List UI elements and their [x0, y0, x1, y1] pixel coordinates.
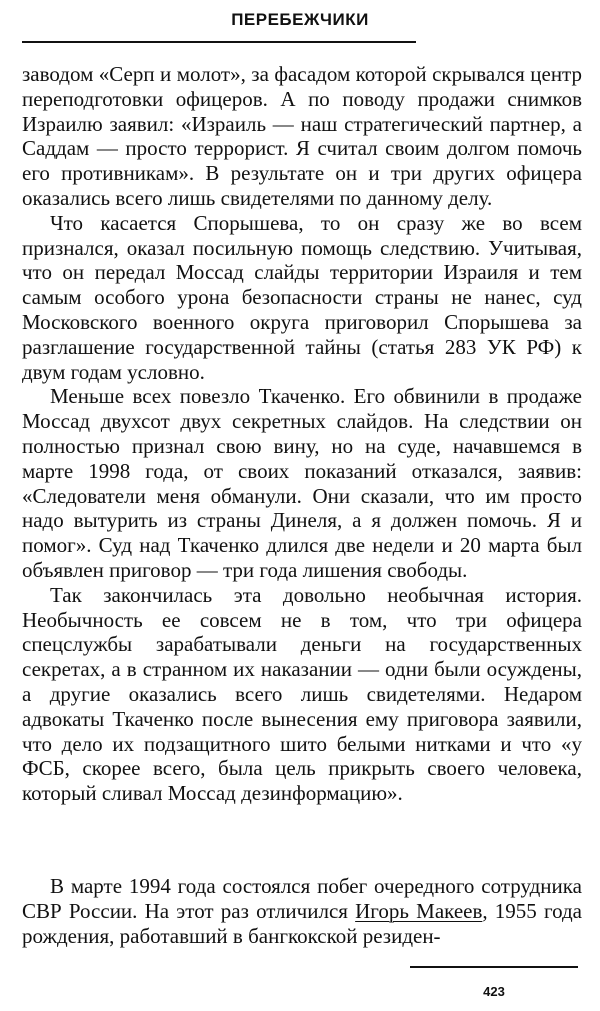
running-header-title: ПЕРЕБЕЖЧИКИ	[231, 10, 369, 29]
section-text	[22, 874, 582, 948]
paragraph-makeev	[22, 874, 582, 948]
main-text	[22, 62, 582, 806]
paragraph-sporyshev: Что касается Спорышева, то он сразу же во всем признался, оказал посильную помощь следствию. Учитывая, что он передал Моссад слайды территории Израиля и тем самым особого урона безопасности страны не нанес, суд Московского военного округа приговорил Спорышева за разглашение государственной тайны (статья 283 УК РФ) к двум годам условно.	[22, 210, 582, 384]
paragraph-continued: заводом «Серп и молот», за фасадом которой скрывался центр переподготовки офицеров. А по поводу продажи снимков Израилю заявил: «Израиль — наш стратегический партнер, а Саддам — просто террорист. Я считал своим долгом помочь его противникам». В результате он и три других офицера оказались всего лишь свидетелями по данному делу.	[22, 62, 582, 210]
page-number: 423	[483, 984, 505, 999]
header-rule	[22, 41, 416, 43]
paragraph-tkachenko: Меньше всех повезло Ткаченко. Его обвинили в продаже Моссад двухсот двух секретных слайдов. На следствии он полностью признал свою вину, но на суде, начавшемся в марте 1998 года, от своих показаний отказался, заявив: «Следователи меня обманули. Они сказали, что им просто надо вытурить из страны Динеля, а я должен помочь. Я и помог». Суд над Ткаченко длился две недели и 20 марта был объявлен приговор — три года лишения свободы.	[22, 384, 582, 582]
underlined-name: Игорь Макеев	[355, 898, 483, 923]
footer-rule	[410, 966, 578, 968]
paragraph-conclusion: Так закончилась эта довольно необычная история. Необычность ее совсем не в том, что три офицера спецслужбы зарабатывали деньги на государственных секретах, а в странном их наказании — одни были осуждены, а другие оказались всего лишь свидетелями. Недаром адвокаты Ткаченко после вынесения ему приговора заявили, что дело их подзащитного шито белыми нитками и что «у ФСБ, скорее всего, была цель прикрыть своего человека, который сливал Моссад дезинформацию».	[22, 582, 582, 806]
makeev-text-after: , 1955 года рождения, работавший в бангкокской резиден-	[22, 898, 582, 948]
makeev-text-before: В марте 1994 года состоялся побег очередного сотрудника СВР России. На этот раз отличился	[22, 874, 582, 923]
